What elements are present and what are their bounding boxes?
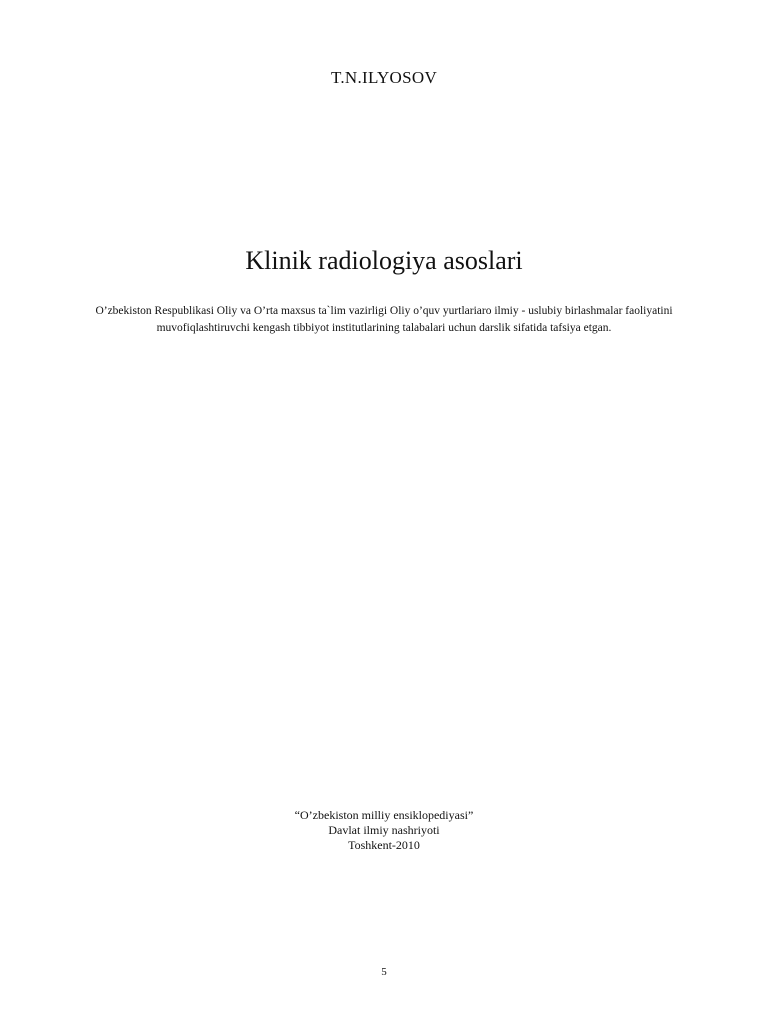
publication-city-year: Toshkent-2010: [348, 838, 420, 852]
publisher-name: “O’zbekiston milliy ensiklopediyasi”: [294, 808, 474, 822]
publisher-block: [0, 808, 768, 853]
approval-line-1: O’zbekiston Respublikasi Oliy va O’rta maxsus ta`lim vazirligi Oliy o’quv yurtlariaro ilmiy - uslubiy birlashmalar faoliyatini: [95, 305, 673, 317]
page-number: 5: [381, 966, 387, 978]
publisher-type: Davlat ilmiy nashriyoti: [328, 823, 440, 837]
approval-statement: [40, 303, 728, 337]
approval-line-2: muvofiqlashtiruvchi kengash tibbiyot institutlarining talabalari uchun darslik sifatida tafsiya etgan.: [156, 322, 612, 334]
book-title: Klinik radiologiya asoslari: [245, 246, 523, 275]
author-name: T.N.ILYOSOV: [330, 68, 438, 87]
